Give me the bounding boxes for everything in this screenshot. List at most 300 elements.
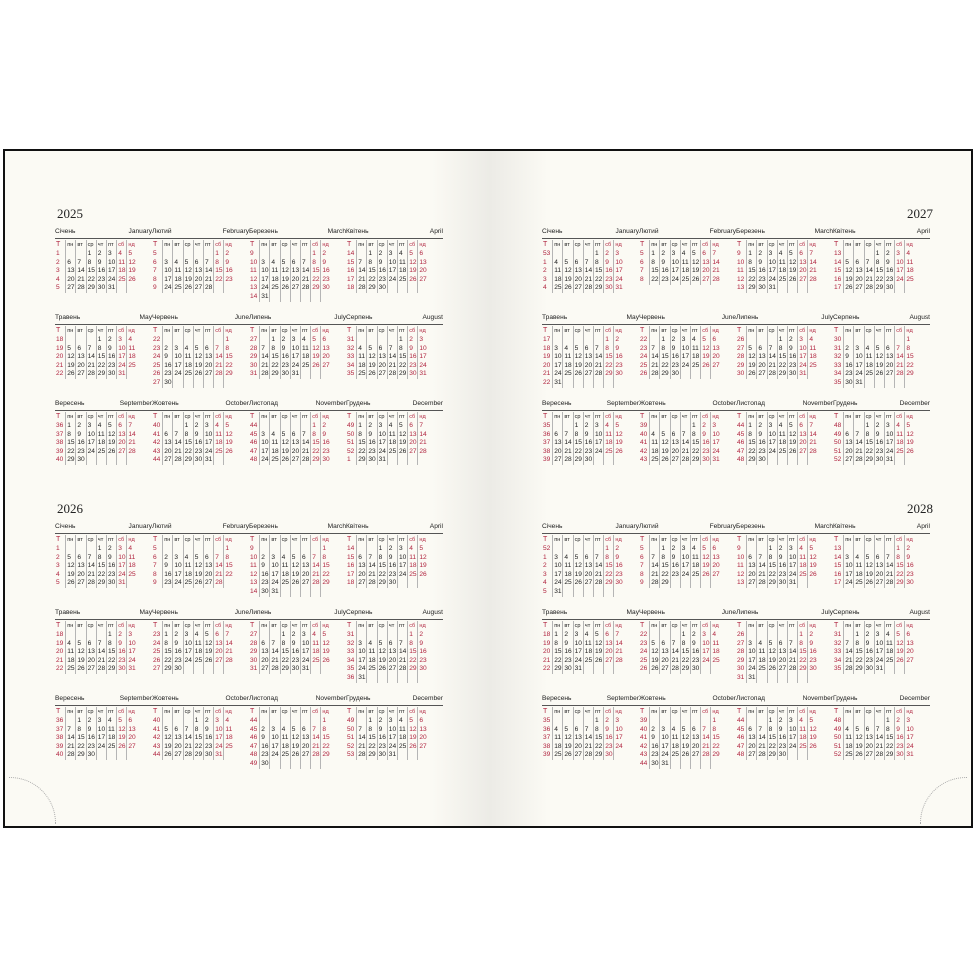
day-cell: 26	[322, 656, 330, 664]
month-block	[542, 695, 639, 785]
month-name-en: December	[899, 695, 930, 702]
day-cell: 17	[681, 562, 690, 570]
weekday-header: нд	[615, 537, 622, 543]
day-cell: 31	[712, 456, 720, 464]
day-cell: 14	[368, 562, 376, 570]
month-name-en: May	[626, 609, 639, 616]
week-number: 42	[153, 439, 161, 447]
week-number: 23	[640, 639, 648, 647]
day-cell: 18	[399, 267, 407, 275]
day-cell: 14	[758, 562, 766, 570]
day-cell: 22	[605, 361, 613, 369]
day-cell: 10	[399, 553, 407, 561]
month-name-en: November	[802, 695, 833, 702]
weekday-header: пн	[554, 537, 561, 543]
day-cell	[583, 664, 593, 674]
week-number: 20	[543, 648, 551, 656]
day-cell: 3	[259, 258, 269, 268]
weekday-header: ср	[86, 535, 96, 545]
day-cell: 4	[116, 249, 126, 259]
day-cell: 17	[399, 562, 407, 570]
day-cell: 23	[758, 447, 766, 455]
day-cell: 27	[799, 275, 807, 283]
week-number: 43	[153, 742, 161, 750]
day-cell: 12	[409, 258, 417, 266]
day-cell: 10	[271, 562, 279, 570]
weekday-header: пт	[593, 621, 603, 631]
day-cell: 29	[574, 456, 582, 464]
week-number: 30	[250, 361, 258, 369]
week-number: 44	[737, 422, 745, 429]
week-number: 40	[153, 717, 161, 724]
day-cell: 31	[554, 379, 562, 386]
month-header	[55, 609, 152, 620]
day-cell: 22	[281, 656, 289, 664]
day-cell: 2	[613, 335, 623, 345]
month-name-uk: Серпень	[833, 609, 860, 616]
day-cell: 6	[300, 725, 310, 735]
day-cell	[106, 455, 116, 465]
day-cell: 1	[649, 249, 659, 259]
day-cell: 3	[874, 630, 884, 640]
day-cell: 27	[128, 742, 136, 750]
day-cell	[710, 369, 720, 379]
week-number: 2	[56, 258, 60, 266]
day-cell: 4	[213, 421, 223, 431]
month-name-uk: Липень	[736, 314, 759, 321]
day-cell: 16	[865, 648, 873, 656]
weekday-header: вт	[659, 535, 669, 545]
day-cell: 14	[702, 734, 710, 742]
day-cell: 27	[712, 361, 720, 369]
day-cell	[904, 283, 914, 293]
day-cell: 14	[809, 430, 817, 438]
week-number: 45	[250, 430, 258, 438]
month-name-en: July	[821, 314, 833, 321]
weekday-header: пт	[787, 240, 797, 250]
day-cell: 9	[162, 561, 172, 571]
day-cell	[300, 759, 310, 769]
weekday-header: пн	[554, 328, 561, 334]
day-cell: 4	[172, 258, 182, 268]
month-block	[833, 523, 930, 613]
weekday-header: чт	[680, 412, 690, 422]
day-cell: 7	[300, 430, 310, 440]
month-name-uk: Травень	[55, 314, 81, 321]
day-cell: 24	[595, 447, 603, 455]
month-name-en: October	[712, 400, 736, 407]
day-cell: 24	[174, 579, 182, 587]
week-number: 49	[834, 430, 842, 438]
day-cell: 12	[291, 562, 300, 570]
day-cell: 20	[875, 570, 884, 578]
month-name-uk: Листопад	[249, 695, 279, 702]
day-cell: 3	[552, 553, 562, 563]
day-cell: 1	[767, 544, 777, 554]
week-number: 45	[737, 430, 745, 438]
day-cell: 20	[799, 439, 807, 447]
weekday-header: пн	[164, 242, 171, 248]
weekday-header: нд	[809, 242, 816, 248]
day-cell: 5	[290, 725, 300, 735]
day-cell: 3	[116, 335, 126, 345]
day-cell: 19	[789, 267, 797, 275]
month-header	[736, 400, 833, 411]
day-cell: 18	[215, 439, 223, 447]
day-cell: 15	[748, 439, 756, 447]
day-cell: 15	[651, 267, 659, 275]
day-cell: 14	[564, 439, 572, 447]
day-cell: 8	[320, 553, 330, 563]
day-cell: 20	[378, 361, 386, 369]
day-cell: 25	[128, 361, 136, 369]
day-cell: 16	[205, 734, 213, 742]
day-cell: 27	[574, 284, 582, 292]
day-cell: 19	[615, 439, 623, 447]
day-cell: 23	[378, 275, 386, 283]
weekday-header: пн	[164, 414, 171, 420]
day-cell	[797, 673, 807, 683]
weekday-header: пн	[261, 709, 268, 715]
week-number: 33	[834, 361, 842, 369]
day-cell: 8	[366, 725, 376, 735]
day-cell: 29	[681, 665, 690, 673]
day-cell: 28	[896, 370, 904, 378]
day-cell	[603, 378, 613, 388]
day-cell: 3	[356, 639, 366, 649]
day-cell: 3	[700, 630, 710, 640]
day-cell: 2	[690, 630, 700, 640]
month-header	[833, 523, 930, 534]
day-cell: 22	[108, 656, 116, 664]
day-cell: 26	[291, 751, 300, 759]
weekday-header: чт	[777, 621, 787, 631]
day-cell: 12	[809, 553, 817, 561]
weekday-header: нд	[809, 537, 816, 543]
day-cell: 14	[87, 562, 95, 570]
day-cell: 5	[746, 344, 756, 354]
day-cell	[700, 759, 710, 769]
day-cell: 27	[799, 447, 807, 455]
day-cell: 23	[615, 570, 623, 578]
day-cell: 3	[203, 421, 213, 431]
day-cell: 27	[584, 370, 593, 378]
day-cell: 16	[368, 439, 376, 447]
day-cell: 11	[302, 344, 309, 352]
day-cell: 21	[651, 361, 659, 369]
weekday-header: чт	[777, 412, 787, 422]
week-number: 10	[250, 553, 258, 561]
day-cell: 2	[670, 544, 680, 554]
day-cell: 25	[778, 275, 787, 283]
day-cell: 17	[748, 656, 756, 664]
day-cell: 26	[865, 579, 873, 587]
weekday-header: вт	[659, 707, 669, 717]
day-cell: 3	[680, 544, 690, 554]
month-header	[833, 609, 930, 620]
week-number: 42	[640, 742, 648, 750]
day-cell: 26	[789, 275, 797, 283]
weekday-header: нд	[128, 414, 135, 420]
day-cell: 3	[397, 544, 407, 554]
day-cell: 20	[419, 734, 427, 742]
day-cell: 15	[322, 734, 330, 742]
day-cell: 1	[746, 249, 756, 259]
day-cell: 7	[649, 344, 659, 354]
day-cell: 10	[108, 258, 116, 266]
day-cell: 15	[368, 734, 376, 742]
weekday-header: нд	[906, 623, 913, 629]
day-cell: 30	[758, 284, 766, 292]
day-cell: 11	[758, 648, 766, 656]
month-name-uk: Квітень	[346, 228, 369, 235]
weekday-header: ср	[670, 412, 680, 422]
day-cell: 5	[203, 630, 213, 640]
week-number: 9	[737, 250, 741, 257]
month-name-en: August	[422, 609, 443, 616]
weekday-header: пт	[787, 326, 797, 336]
weekday-header: вт	[366, 412, 376, 422]
day-cell: 19	[855, 742, 863, 750]
day-cell	[680, 759, 690, 769]
day-cell: 15	[605, 562, 613, 570]
day-cell: 12	[564, 734, 572, 742]
day-cell: 19	[564, 742, 572, 750]
week-number: 14	[834, 553, 842, 561]
weekday-header: вт	[269, 240, 279, 250]
day-cell: 23	[378, 742, 386, 750]
month-name-uk: Жовтень	[152, 400, 179, 407]
day-cell: 18	[896, 439, 904, 447]
month-name-en: October	[225, 695, 249, 702]
week-number: 17	[834, 284, 842, 292]
day-cell: 4	[193, 630, 203, 640]
week-number: 26	[153, 370, 161, 378]
day-cell: 5	[280, 430, 290, 440]
weekday-header: пт	[203, 707, 213, 717]
day-cell: 22	[896, 570, 904, 578]
day-cell: 25	[368, 665, 376, 673]
week-number: 38	[56, 734, 64, 742]
day-cell: 16	[651, 742, 659, 750]
weekday-header: пн	[261, 328, 268, 334]
day-cell: 17	[886, 439, 894, 447]
weekday-header: вт	[756, 412, 766, 422]
weekday-header: вт	[562, 326, 572, 336]
day-cell: 12	[322, 639, 330, 647]
day-cell: 7	[86, 553, 96, 563]
day-cell: 2	[843, 344, 853, 354]
day-cell: 17	[174, 361, 182, 369]
day-cell: 12	[409, 725, 417, 733]
weekday-header: нд	[322, 328, 329, 334]
weekday-header: сб	[702, 537, 709, 543]
day-cell: 12	[789, 258, 797, 266]
day-cell: 3	[746, 639, 756, 649]
day-cell: 13	[845, 439, 853, 447]
day-cell: 28	[128, 447, 136, 455]
day-cell: 9	[377, 258, 387, 268]
day-cell	[884, 378, 894, 388]
day-cell: 25	[896, 447, 904, 455]
day-cell: 8	[407, 639, 417, 649]
day-cell: 28	[87, 579, 95, 587]
weekday-header: вт	[853, 240, 863, 250]
day-cell: 3	[259, 430, 269, 440]
day-cell: 20	[302, 570, 310, 578]
day-cell: 1	[320, 716, 330, 726]
day-cell: 18	[271, 447, 279, 455]
day-cell: 8	[320, 725, 330, 735]
day-cell: 31	[768, 284, 776, 292]
day-cell: 2	[562, 630, 572, 640]
day-cell: 29	[312, 456, 320, 464]
day-cell: 10	[615, 725, 623, 733]
weekday-header: ср	[670, 326, 680, 336]
day-cell: 9	[259, 561, 269, 571]
day-cell: 20	[194, 275, 203, 283]
weekday-header: пн	[261, 414, 268, 420]
week-number: 35	[834, 665, 842, 673]
day-cell: 21	[128, 439, 136, 447]
day-cell: 22	[799, 656, 807, 664]
week-number-header: T	[153, 622, 158, 629]
day-cell: 10	[855, 353, 863, 361]
day-cell: 9	[670, 553, 680, 563]
day-cell: 4	[280, 553, 290, 563]
day-cell: 16	[409, 353, 417, 361]
day-cell: 20	[574, 275, 582, 283]
day-cell: 11	[778, 430, 786, 438]
weekday-header: ср	[183, 535, 193, 545]
week-number: 49	[347, 422, 355, 429]
day-cell: 25	[271, 284, 279, 292]
day-cell: 5	[593, 630, 603, 640]
day-cell: 28	[809, 447, 817, 455]
day-cell: 30	[564, 665, 572, 673]
day-cell	[172, 378, 182, 388]
week-number: 50	[347, 430, 355, 438]
day-cell: 24	[291, 361, 300, 369]
weekday-header: ср	[670, 621, 680, 631]
day-cell: 15	[97, 562, 106, 570]
day-cell: 22	[358, 447, 366, 455]
day-cell: 22	[225, 361, 233, 369]
month-block	[152, 228, 249, 318]
day-cell	[894, 455, 904, 465]
day-cell: 24	[712, 447, 720, 455]
month-header	[152, 400, 249, 411]
day-cell: 10	[799, 344, 807, 352]
week-number-header: T	[834, 327, 839, 334]
day-cell: 26	[845, 284, 853, 292]
weekday-header: чт	[680, 240, 690, 250]
day-cell	[670, 759, 680, 769]
day-cell: 30	[605, 284, 613, 292]
month-header	[833, 695, 930, 706]
day-cell: 6	[172, 725, 182, 735]
day-cell: 26	[574, 579, 582, 587]
month-block	[249, 400, 346, 490]
day-cell: 2	[377, 249, 387, 259]
week-number: 17	[543, 336, 551, 343]
day-cell: 6	[356, 553, 366, 563]
day-cell: 30	[671, 370, 679, 378]
day-cell: 27	[291, 456, 300, 464]
weekday-header: ср	[767, 326, 777, 336]
day-cell: 10	[174, 353, 182, 361]
week-number: 22	[153, 336, 161, 343]
day-cell	[573, 378, 583, 388]
day-cell: 10	[205, 430, 213, 438]
month-name-en: April	[916, 523, 930, 530]
day-cell: 11	[281, 562, 289, 570]
day-cell: 4	[864, 344, 874, 354]
week-number: 1	[56, 250, 60, 257]
day-cell: 15	[271, 353, 279, 361]
month-header	[542, 609, 639, 620]
day-cell: 5	[75, 639, 85, 649]
week-number: 9	[250, 250, 254, 257]
day-cell: 4	[96, 421, 106, 431]
day-cell: 18	[281, 570, 289, 578]
open-planner-spread	[3, 149, 973, 828]
weekday-header: чт	[583, 412, 593, 422]
week-number: 5	[153, 545, 157, 552]
week-number: 5	[56, 284, 60, 292]
weekday-header: пт	[690, 621, 700, 631]
day-cell: 13	[205, 353, 213, 361]
day-cell: 4	[649, 430, 659, 440]
day-cell: 3	[106, 249, 116, 259]
day-cell: 22	[399, 361, 407, 369]
day-cell: 20	[118, 439, 126, 447]
day-cell: 29	[886, 751, 894, 759]
week-number-header: T	[153, 327, 158, 334]
day-cell: 30	[702, 456, 710, 464]
month-block	[55, 695, 152, 785]
day-cell: 28	[184, 751, 192, 759]
day-cell: 24	[378, 447, 386, 455]
day-cell: 11	[271, 267, 279, 275]
day-cell	[223, 378, 233, 388]
week-number: 48	[737, 456, 745, 464]
day-cell: 12	[845, 267, 853, 275]
day-cell: 3	[904, 716, 914, 726]
day-cell: 8	[680, 639, 690, 649]
day-cell: 5	[787, 421, 797, 431]
day-cell: 23	[164, 579, 172, 587]
day-cell: 11	[409, 553, 417, 561]
week-number: 36	[56, 717, 64, 724]
day-cell: 2	[203, 716, 213, 726]
week-number: 31	[834, 344, 842, 352]
day-cell: 19	[692, 267, 700, 275]
day-cell: 8	[213, 258, 223, 268]
day-cell: 15	[605, 353, 613, 361]
day-cell: 28	[302, 284, 310, 292]
day-cell: 10	[595, 430, 603, 438]
day-cell: 17	[712, 439, 720, 447]
day-cell: 22	[574, 447, 582, 455]
week-number: 18	[543, 344, 551, 352]
day-cell: 26	[281, 284, 289, 292]
week-number: 30	[250, 656, 258, 664]
weekday-header: нд	[906, 709, 913, 715]
weekday-header: пн	[651, 414, 658, 420]
day-cell: 25	[906, 275, 914, 283]
day-cell: 12	[809, 725, 817, 733]
